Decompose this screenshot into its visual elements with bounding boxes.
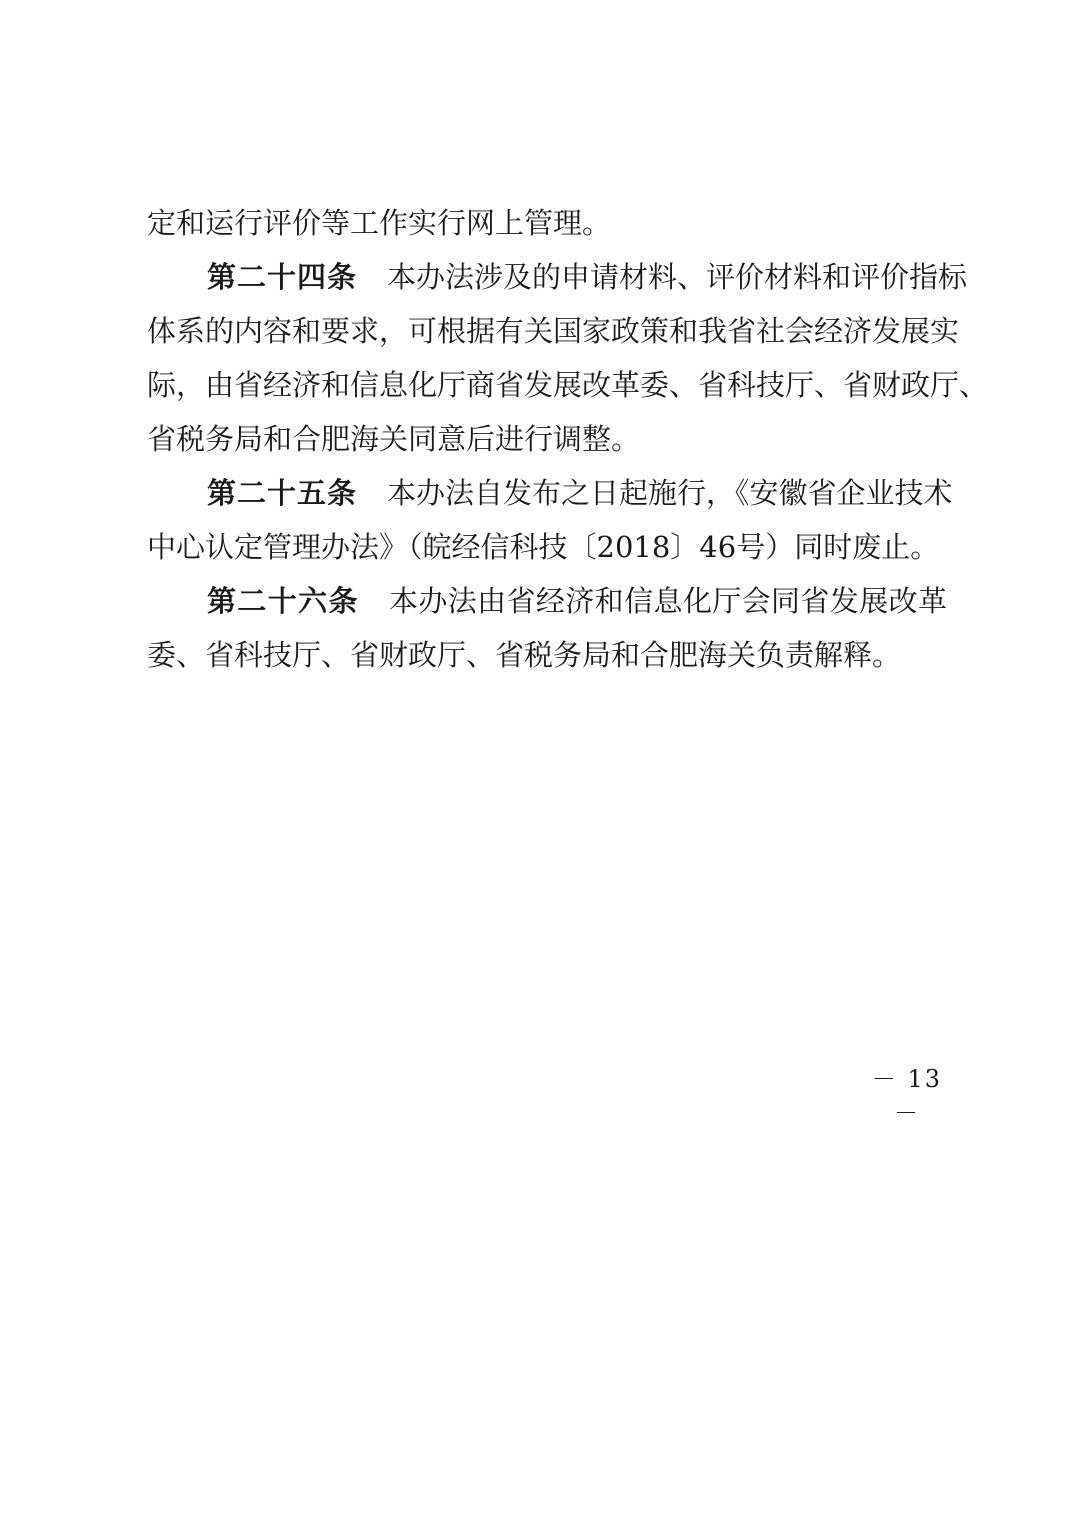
article-24-text-line-1: 本办法涉及的申请材料、评价材料和评价指标: [387, 260, 968, 294]
article-24-first-line: [147, 250, 968, 304]
article-25-text-line-2: 中心认定管理办法》（皖经信科技〔2018〕46号）同时废止。: [147, 530, 940, 564]
article-24-text-line-2: 体系的内容和要求，可根据有关国家政策和我省社会经济发展实: [147, 314, 960, 348]
page-number: － 13 －: [871, 1065, 943, 1127]
article-26-first-line: [147, 574, 947, 628]
article-25-text-line-1: 本办法自发布之日起施行，《安徽省企业技术: [387, 476, 953, 510]
article-26-text-line-2: 委、省科技厅、省财政厅、省税务局和合肥海关负责解释。: [147, 638, 902, 672]
article-26-text-line-1: 本办法由省经济和信息化厅会同省发展改革: [388, 584, 947, 618]
article-24-text-line-3: 际，由省经济和信息化厅商省发展改革委、省科技厅、省财政厅、: [147, 368, 989, 402]
article-25-first-line: [147, 466, 953, 520]
document-body: [147, 196, 989, 682]
article-24-number: 第二十四条: [207, 260, 358, 294]
article-24-text-line-4: 省税务局和合肥海关同意后进行调整。: [147, 422, 641, 456]
article-26-number: 第二十六条: [207, 584, 359, 618]
paragraph-continuation-line: 定和运行评价等工作实行网上管理。: [147, 206, 612, 240]
article-25-number: 第二十五条: [207, 476, 358, 510]
